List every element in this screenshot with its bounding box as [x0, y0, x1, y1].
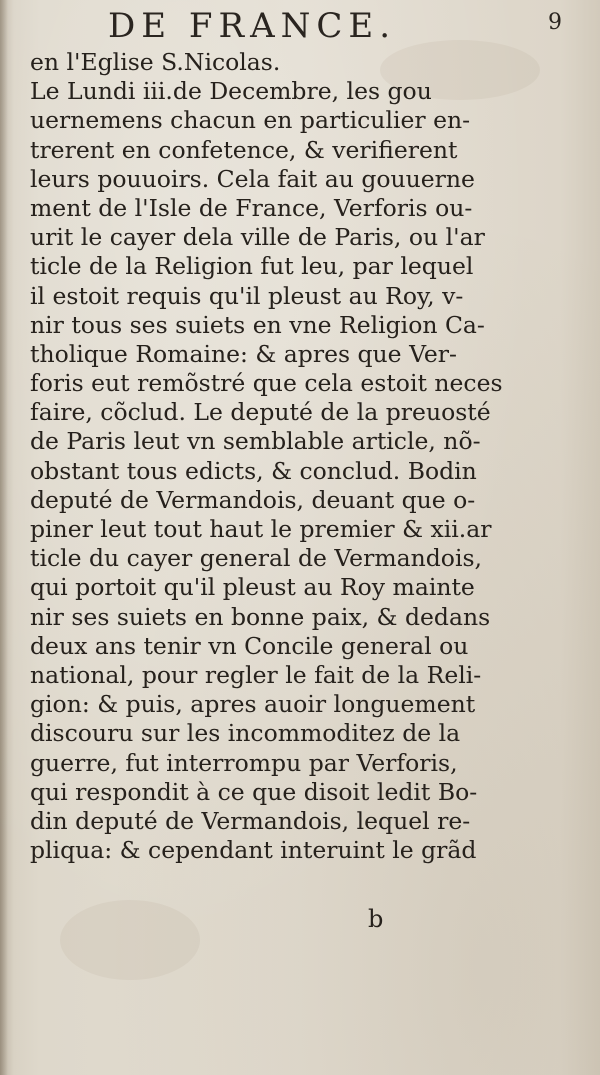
signature-mark: b [368, 905, 384, 933]
text-line: faire, cõclud. Le deputé de la preuosté [30, 398, 491, 427]
text-line: foris eut remõstré que cela estoit neces [30, 369, 503, 398]
paper-stain [60, 900, 200, 980]
text-line: ticle du cayer general de Vermandois, [30, 544, 482, 573]
page-gutter-shadow [0, 0, 8, 1075]
text-line: qui respondit à ce que disoit ledit Bo- [30, 777, 478, 806]
text-line: Le Lundi iii.de Decembre, les gou [30, 77, 432, 106]
text-line: urit le cayer dela ville de Paris, ou l'ar [30, 223, 485, 252]
text-line: tholique Romaine: & apres que Ver- [30, 339, 457, 368]
text-line: pliqua: & cependant interuint le grãd [30, 836, 477, 865]
text-line: gion: & puis, apres auoir longuement [30, 690, 476, 719]
text-line: din deputé de Vermandois, lequel re- [30, 806, 471, 835]
text-line: qui portoit qu'il pleust au Roy mainte [30, 573, 475, 602]
text-line: national, pour regler le fait de la Reli- [30, 660, 482, 689]
text-line: piner leut tout haut le premier & xii.ar [30, 515, 492, 543]
text-line: en l'Eglise S.Nicolas. [30, 48, 281, 76]
running-title: DE FRANCE. [108, 6, 397, 46]
text-line: il estoit requis qu'il pleust au Roy, v- [30, 281, 464, 310]
text-line: leurs pouuoirs. Cela fait au gouuerne [30, 164, 475, 193]
text-line: ment de l'Isle de France, Verforis ou- [30, 193, 473, 222]
text-line: discouru sur les incommoditez de la [30, 719, 461, 748]
text-line: uernemens chacun en particulier en- [30, 106, 471, 135]
text-line: nir tous ses suiets en vne Religion Ca- [30, 310, 485, 339]
text-line: obstant tous edicts, & conclud. Bodin [30, 456, 477, 485]
text-line: de Paris leut vn semblable article, nõ- [30, 427, 481, 456]
text-line: guerre, fut interrompu par Verforis, [30, 748, 458, 777]
text-line: ticle de la Religion fut leu, par lequel [30, 252, 474, 281]
text-line: deputé de Vermandois, deuant que o- [30, 485, 476, 514]
page-header [0, 6, 600, 46]
text-line: nir ses suiets en bonne paix, & dedans [30, 602, 491, 631]
text-line: deux ans tenir vn Concile general ou [30, 631, 469, 660]
page-number: 9 [548, 10, 562, 35]
text-line: trerent en confetence, & verifierent [30, 135, 458, 164]
body-text [30, 48, 503, 865]
